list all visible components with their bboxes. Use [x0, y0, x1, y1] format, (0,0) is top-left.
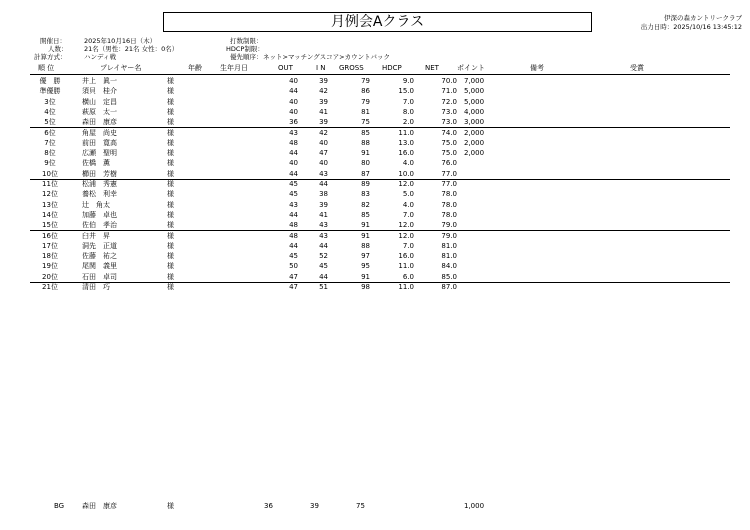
in-score: 44 [319, 180, 328, 188]
bg-honorific: 様 [167, 502, 174, 510]
net-score: 78.0 [441, 210, 457, 219]
honorific: 様 [167, 231, 174, 240]
honorific: 様 [167, 138, 174, 147]
net-score: 71.0 [441, 87, 457, 96]
rank-cell: 19位 [42, 262, 58, 271]
player-name: 須貝 桂介 [82, 87, 117, 96]
players-value: 21名（男性：21名 女性：0名） [84, 45, 179, 53]
honorific: 様 [167, 159, 174, 168]
bg-point: 1,000 [464, 502, 485, 510]
hdcp-value: 9.0 [402, 77, 414, 85]
out-score: 44 [289, 210, 298, 219]
table-row [30, 210, 730, 220]
player-name: 角屋 尚史 [82, 128, 117, 137]
out-score: 40 [289, 159, 298, 168]
net-score: 84.0 [441, 262, 457, 271]
priority-value: ネット>マッチングスコア>カウントバック [263, 53, 390, 61]
out-score: 48 [289, 221, 298, 230]
hdcp-value: 10.0 [398, 169, 414, 178]
table-row [30, 179, 730, 189]
honorific: 様 [167, 262, 174, 271]
player-name: 佐伯 孝治 [82, 221, 117, 230]
out-score: 47 [289, 283, 298, 291]
honorific: 様 [167, 241, 174, 250]
honorific: 様 [167, 252, 174, 261]
net-score: 76.0 [441, 159, 457, 168]
gross-score: 81 [361, 107, 370, 116]
net-score: 81.0 [441, 252, 457, 261]
calc-value: ハンディ戦 [84, 53, 116, 61]
out-score: 48 [289, 231, 298, 240]
out-score: 40 [289, 107, 298, 116]
honorific: 様 [167, 169, 174, 178]
table-row [30, 148, 730, 158]
gross-score: 91 [361, 149, 370, 158]
player-name: 清田 巧 [82, 283, 110, 291]
col-rank: 順 位 [38, 64, 55, 72]
point-value: 3,000 [464, 118, 485, 127]
hdcp-value: 5.0 [402, 190, 414, 199]
point-value: 5,000 [464, 87, 485, 96]
table-row [30, 158, 730, 168]
honorific: 様 [167, 272, 174, 281]
hdcp-value: 7.0 [402, 241, 414, 250]
player-name: 洞先 正道 [82, 241, 117, 250]
rank-cell: 13位 [42, 200, 58, 209]
in-score: 38 [319, 190, 328, 199]
in-score: 39 [319, 97, 328, 106]
date-label: 開催日： [40, 37, 66, 45]
honorific: 様 [167, 221, 174, 230]
hdcp-value: 11.0 [398, 128, 414, 137]
gross-score: 85 [361, 210, 370, 219]
hdcp-limit-label: HDCP制限： [226, 45, 264, 53]
out-score: 43 [289, 128, 298, 137]
player-name: 尾関 義里 [82, 262, 117, 271]
net-score: 77.0 [441, 180, 457, 188]
net-score: 79.0 [441, 221, 457, 230]
rank-cell: 21位 [42, 283, 58, 291]
honorific: 様 [167, 87, 174, 96]
point-value: 2,000 [464, 128, 485, 137]
gross-score: 89 [361, 180, 370, 188]
rank-cell: 8位 [44, 149, 56, 158]
hdcp-value: 12.0 [398, 180, 414, 188]
in-score: 47 [319, 149, 328, 158]
player-name: 前田 寛高 [82, 138, 117, 147]
in-score: 41 [319, 210, 328, 219]
in-score: 52 [319, 252, 328, 261]
club-name: 伊深の森カントリークラブ [664, 14, 742, 22]
table-row [30, 282, 730, 292]
hdcp-value: 11.0 [398, 262, 414, 271]
honorific: 様 [167, 128, 174, 137]
net-score: 79.0 [441, 231, 457, 240]
hdcp-value: 7.0 [402, 97, 414, 106]
hdcp-value: 4.0 [402, 159, 414, 168]
table-row [30, 117, 730, 127]
player-name: 石田 卓司 [82, 272, 117, 281]
out-score: 45 [289, 180, 298, 188]
net-score: 74.0 [441, 128, 457, 137]
hdcp-value: 16.0 [398, 252, 414, 261]
hdcp-value: 8.0 [402, 107, 414, 116]
hdcp-value: 11.0 [398, 283, 414, 291]
hdcp-value: 6.0 [402, 272, 414, 281]
hdcp-value: 7.0 [402, 210, 414, 219]
out-score: 48 [289, 138, 298, 147]
honorific: 様 [167, 200, 174, 209]
net-score: 78.0 [441, 190, 457, 199]
rank-cell: 18位 [42, 252, 58, 261]
col-birth: 生年月日 [220, 64, 248, 72]
in-score: 40 [319, 159, 328, 168]
table-row [30, 76, 730, 86]
player-name: 臼井 昇 [82, 231, 110, 240]
net-score: 81.0 [441, 241, 457, 250]
in-score: 42 [319, 128, 328, 137]
gross-score: 91 [361, 231, 370, 240]
col-out: OUT [278, 64, 293, 72]
col-award: 受賞 [630, 64, 644, 72]
hdcp-value: 13.0 [398, 138, 414, 147]
in-score: 41 [319, 107, 328, 116]
rank-cell: 準優勝 [39, 87, 61, 96]
hdcp-value: 2.0 [402, 118, 414, 127]
in-score: 44 [319, 241, 328, 250]
rank-cell: 14位 [42, 210, 58, 219]
bg-gross: 75 [356, 502, 365, 510]
gross-score: 91 [361, 221, 370, 230]
table-row [30, 241, 730, 251]
gross-score: 88 [361, 241, 370, 250]
point-value: 2,000 [464, 149, 485, 158]
gross-score: 88 [361, 138, 370, 147]
report-title: 月例会Aクラス [163, 12, 592, 32]
in-score: 40 [319, 138, 328, 147]
rank-cell: 9位 [44, 159, 56, 168]
table-row [30, 220, 730, 230]
in-score: 39 [319, 200, 328, 209]
out-score: 50 [289, 262, 298, 271]
honorific: 様 [167, 97, 174, 106]
table-row [30, 189, 730, 199]
date-value: 2025年10月16日（木） [84, 37, 157, 45]
out-score: 40 [289, 97, 298, 106]
gross-score: 97 [361, 252, 370, 261]
table-row [30, 200, 730, 210]
table-row [30, 138, 730, 148]
gross-score: 80 [361, 159, 370, 168]
in-score: 43 [319, 169, 328, 178]
table-row [30, 107, 730, 117]
net-score: 72.0 [441, 97, 457, 106]
out-score: 40 [289, 77, 298, 85]
honorific: 様 [167, 77, 174, 85]
player-name: 井上 眞一 [82, 77, 117, 85]
col-player: プレイヤー名 [100, 64, 142, 72]
rank-cell: 4位 [44, 107, 56, 116]
bg-label: BG [54, 502, 65, 510]
in-score: 43 [319, 221, 328, 230]
net-score: 70.0 [441, 77, 457, 85]
rank-cell: 12位 [42, 190, 58, 199]
in-score: 51 [319, 283, 328, 291]
gross-score: 98 [361, 283, 370, 291]
table-row [30, 272, 730, 282]
hdcp-value: 16.0 [398, 149, 414, 158]
rank-cell: 5位 [44, 118, 56, 127]
gross-score: 83 [361, 190, 370, 199]
rank-cell: 優 勝 [39, 77, 61, 85]
out-score: 45 [289, 190, 298, 199]
honorific: 様 [167, 190, 174, 199]
col-remarks: 備考 [530, 64, 544, 72]
player-name: 森田 康彦 [82, 118, 117, 127]
gross-score: 79 [361, 97, 370, 106]
table-row [30, 251, 730, 261]
col-point: ポイント [457, 64, 485, 72]
out-score: 47 [289, 272, 298, 281]
player-name: 佐橋 薫 [82, 159, 110, 168]
output-datetime: 出力日時：2025/10/16 13:45:12 [640, 23, 742, 31]
gross-score: 87 [361, 169, 370, 178]
out-score: 43 [289, 200, 298, 209]
table-row [30, 169, 730, 179]
gross-score: 86 [361, 87, 370, 96]
rank-cell: 11位 [42, 180, 58, 188]
player-name: 松浦 秀憲 [82, 180, 117, 188]
rank-cell: 16位 [42, 231, 58, 240]
calc-label: 計算方式： [34, 53, 67, 61]
gross-score: 79 [361, 77, 370, 85]
point-value: 2,000 [464, 138, 485, 147]
col-in: I N [316, 64, 326, 72]
gross-score: 82 [361, 200, 370, 209]
net-score: 73.0 [441, 107, 457, 116]
players-label: 人数： [48, 45, 68, 53]
player-name: 養松 利幸 [82, 190, 117, 199]
col-hdcp: HDCP [382, 64, 402, 72]
player-name: 加藤 卓也 [82, 210, 117, 219]
stroke-limit-label: 打数制限： [230, 37, 263, 45]
out-score: 44 [289, 149, 298, 158]
player-name: 佐藤 祐之 [82, 252, 117, 261]
player-name: 広瀬 聖明 [82, 149, 117, 158]
in-score: 43 [319, 231, 328, 240]
priority-label: 優先順序： [230, 53, 263, 61]
honorific: 様 [167, 210, 174, 219]
player-name: 横山 定昌 [82, 97, 117, 106]
rank-cell: 17位 [42, 241, 58, 250]
in-score: 42 [319, 87, 328, 96]
table-header [30, 64, 730, 75]
player-name: 辻 角太 [82, 200, 110, 209]
bg-row [30, 501, 730, 511]
gross-score: 95 [361, 262, 370, 271]
out-score: 44 [289, 241, 298, 250]
honorific: 様 [167, 180, 174, 188]
honorific: 様 [167, 283, 174, 291]
point-value: 5,000 [464, 97, 485, 106]
col-age: 年齢 [188, 64, 202, 72]
rank-cell: 6位 [44, 128, 56, 137]
table-row [30, 97, 730, 107]
rank-cell: 7位 [44, 138, 56, 147]
in-score: 44 [319, 272, 328, 281]
net-score: 85.0 [441, 272, 457, 281]
table-row [30, 86, 730, 96]
bg-name: 森田 康彦 [82, 502, 117, 510]
hdcp-value: 12.0 [398, 221, 414, 230]
in-score: 45 [319, 262, 328, 271]
col-gross: GROSS [339, 64, 364, 72]
point-value: 7,000 [464, 77, 485, 85]
out-score: 44 [289, 169, 298, 178]
point-value: 4,000 [464, 107, 485, 116]
in-score: 39 [319, 118, 328, 127]
net-score: 75.0 [441, 138, 457, 147]
bg-in: 39 [310, 502, 319, 510]
hdcp-value: 15.0 [398, 87, 414, 96]
honorific: 様 [167, 107, 174, 116]
honorific: 様 [167, 118, 174, 127]
rank-cell: 20位 [42, 272, 58, 281]
net-score: 73.0 [441, 118, 457, 127]
honorific: 様 [167, 149, 174, 158]
hdcp-value: 4.0 [402, 200, 414, 209]
gross-score: 91 [361, 272, 370, 281]
in-score: 39 [319, 77, 328, 85]
net-score: 78.0 [441, 200, 457, 209]
bg-out: 36 [264, 502, 273, 510]
hdcp-value: 12.0 [398, 231, 414, 240]
rank-cell: 15位 [42, 221, 58, 230]
rank-cell: 10位 [42, 169, 58, 178]
gross-score: 85 [361, 128, 370, 137]
out-score: 36 [289, 118, 298, 127]
player-name: 萩原 太一 [82, 107, 117, 116]
net-score: 75.0 [441, 149, 457, 158]
out-score: 45 [289, 252, 298, 261]
table-row [30, 261, 730, 271]
col-net: NET [425, 64, 439, 72]
net-score: 87.0 [441, 283, 457, 291]
out-score: 44 [289, 87, 298, 96]
rank-cell: 3位 [44, 97, 56, 106]
net-score: 77.0 [441, 169, 457, 178]
player-name: 櫛田 芳樹 [82, 169, 117, 178]
gross-score: 75 [361, 118, 370, 127]
table-row [30, 231, 730, 241]
table-row [30, 128, 730, 138]
